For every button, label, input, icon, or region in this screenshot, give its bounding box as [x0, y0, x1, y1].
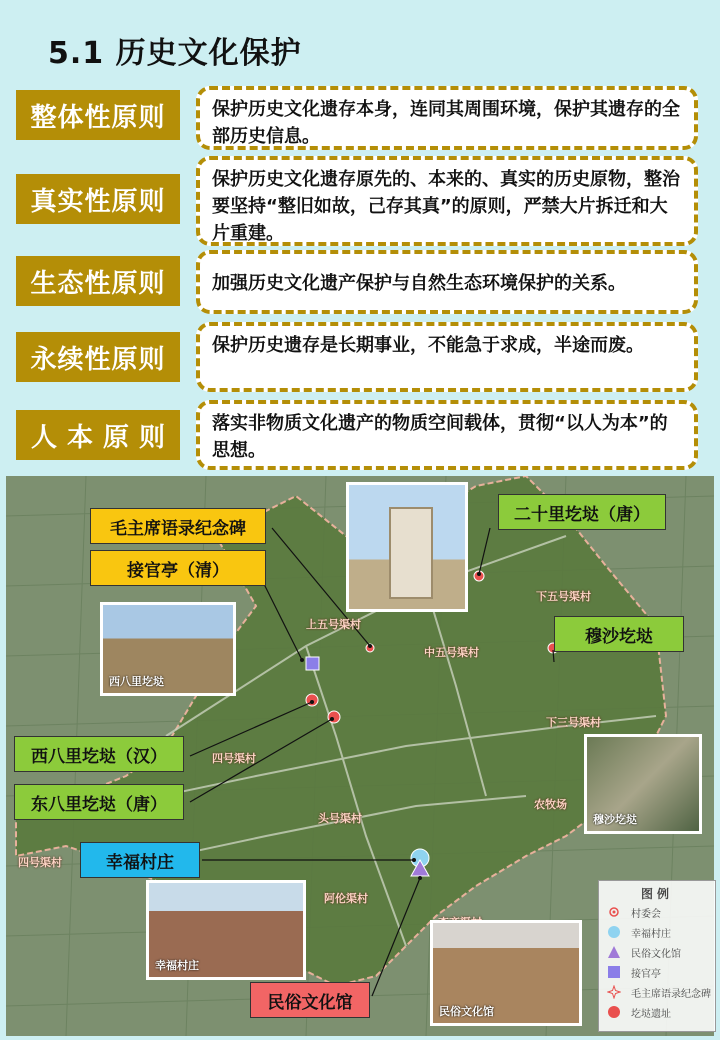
xibali-photo [100, 602, 236, 696]
principle-desc: 保护历史遗存是长期事业，不能急于求成，半途而废。 [196, 322, 698, 392]
pavilion-square-icon [607, 965, 621, 979]
photo-caption: 幸福村庄 [155, 959, 199, 972]
callout-ershili: 二十里圪垯（唐） [498, 494, 666, 530]
principle-desc: 保护历史文化遗存本身，连同其周围环境，保护其遗存的全部历史信息。 [196, 86, 698, 150]
mushe-photo [584, 734, 702, 834]
photo-caption: 穆沙圪垯 [593, 813, 637, 826]
principle-label: 人本原则 [16, 410, 180, 460]
village-label: 中五号渠村 [424, 646, 479, 659]
callout-dongbali: 东八里圪垯（唐） [14, 784, 184, 820]
principle-label: 生态性原则 [16, 256, 180, 306]
village-committee-icon [607, 905, 621, 919]
monument-photo [346, 482, 468, 612]
village-label: 农牧场 [534, 798, 567, 811]
principle-row-sustainability [16, 322, 698, 392]
principle-desc: 落实非物质文化遗产的物质空间载体，贯彻“以人为本”的思想。 [196, 400, 698, 470]
principle-label: 整体性原则 [16, 90, 180, 140]
xingfu-photo [146, 880, 306, 980]
page-title: 5.1 历史文化保护 [48, 36, 302, 71]
photo-caption: 西八里圪垯 [109, 675, 164, 688]
legend-item: 村委会 [599, 902, 715, 922]
village-label: 四号渠村 [18, 856, 62, 869]
callout-xingfu: 幸福村庄 [80, 842, 200, 878]
principle-row-authenticity [16, 156, 698, 246]
village-label: 头号渠村 [318, 812, 362, 825]
principle-row-humanism [16, 400, 698, 470]
legend-item: 民俗文化馆 [599, 942, 715, 962]
legend-item: 圪垯遗址 [599, 1002, 715, 1022]
village-label: 四号渠村 [212, 752, 256, 765]
map-legend [598, 880, 716, 1032]
principle-row-integrity [16, 86, 698, 150]
principle-desc: 加强历史文化遗产保护与自然生态环境保护的关系。 [196, 250, 698, 314]
village-cluster-icon [607, 925, 621, 939]
mound-site-icon [607, 1005, 621, 1019]
village-label: 阿伦渠村 [324, 892, 368, 905]
village-label: 下五号渠村 [536, 590, 591, 603]
principle-label: 真实性原则 [16, 174, 180, 224]
minsu-photo [430, 920, 582, 1026]
principle-desc: 保护历史文化遗存原先的、本来的、真实的历史原物，整治要坚持“整旧如故，己存其真”的原则，严禁大片拆迁和大片重建。 [196, 156, 698, 246]
principle-label: 永续性原则 [16, 332, 180, 382]
legend-item: 接官亭 [599, 962, 715, 982]
principle-row-ecology [16, 250, 698, 314]
callout-mushe: 穆沙圪垯 [554, 616, 684, 652]
legend-item: 毛主席语录纪念碑 [599, 982, 715, 1002]
village-label: 下三号渠村 [546, 716, 601, 729]
museum-triangle-icon [607, 945, 621, 959]
monument-star-icon [607, 985, 621, 999]
callout-mao-monument: 毛主席语录纪念碑 [90, 508, 266, 544]
legend-title: 图例 [640, 887, 673, 901]
photo-caption: 民俗文化馆 [439, 1005, 494, 1018]
village-label: 上五号渠村 [306, 618, 361, 631]
callout-jieguanting: 接官亭（清） [90, 550, 266, 586]
callout-minsu: 民俗文化馆 [250, 982, 370, 1018]
legend-item: 幸福村庄 [599, 922, 715, 942]
callout-xibali: 西八里圪垯（汉） [14, 736, 184, 772]
